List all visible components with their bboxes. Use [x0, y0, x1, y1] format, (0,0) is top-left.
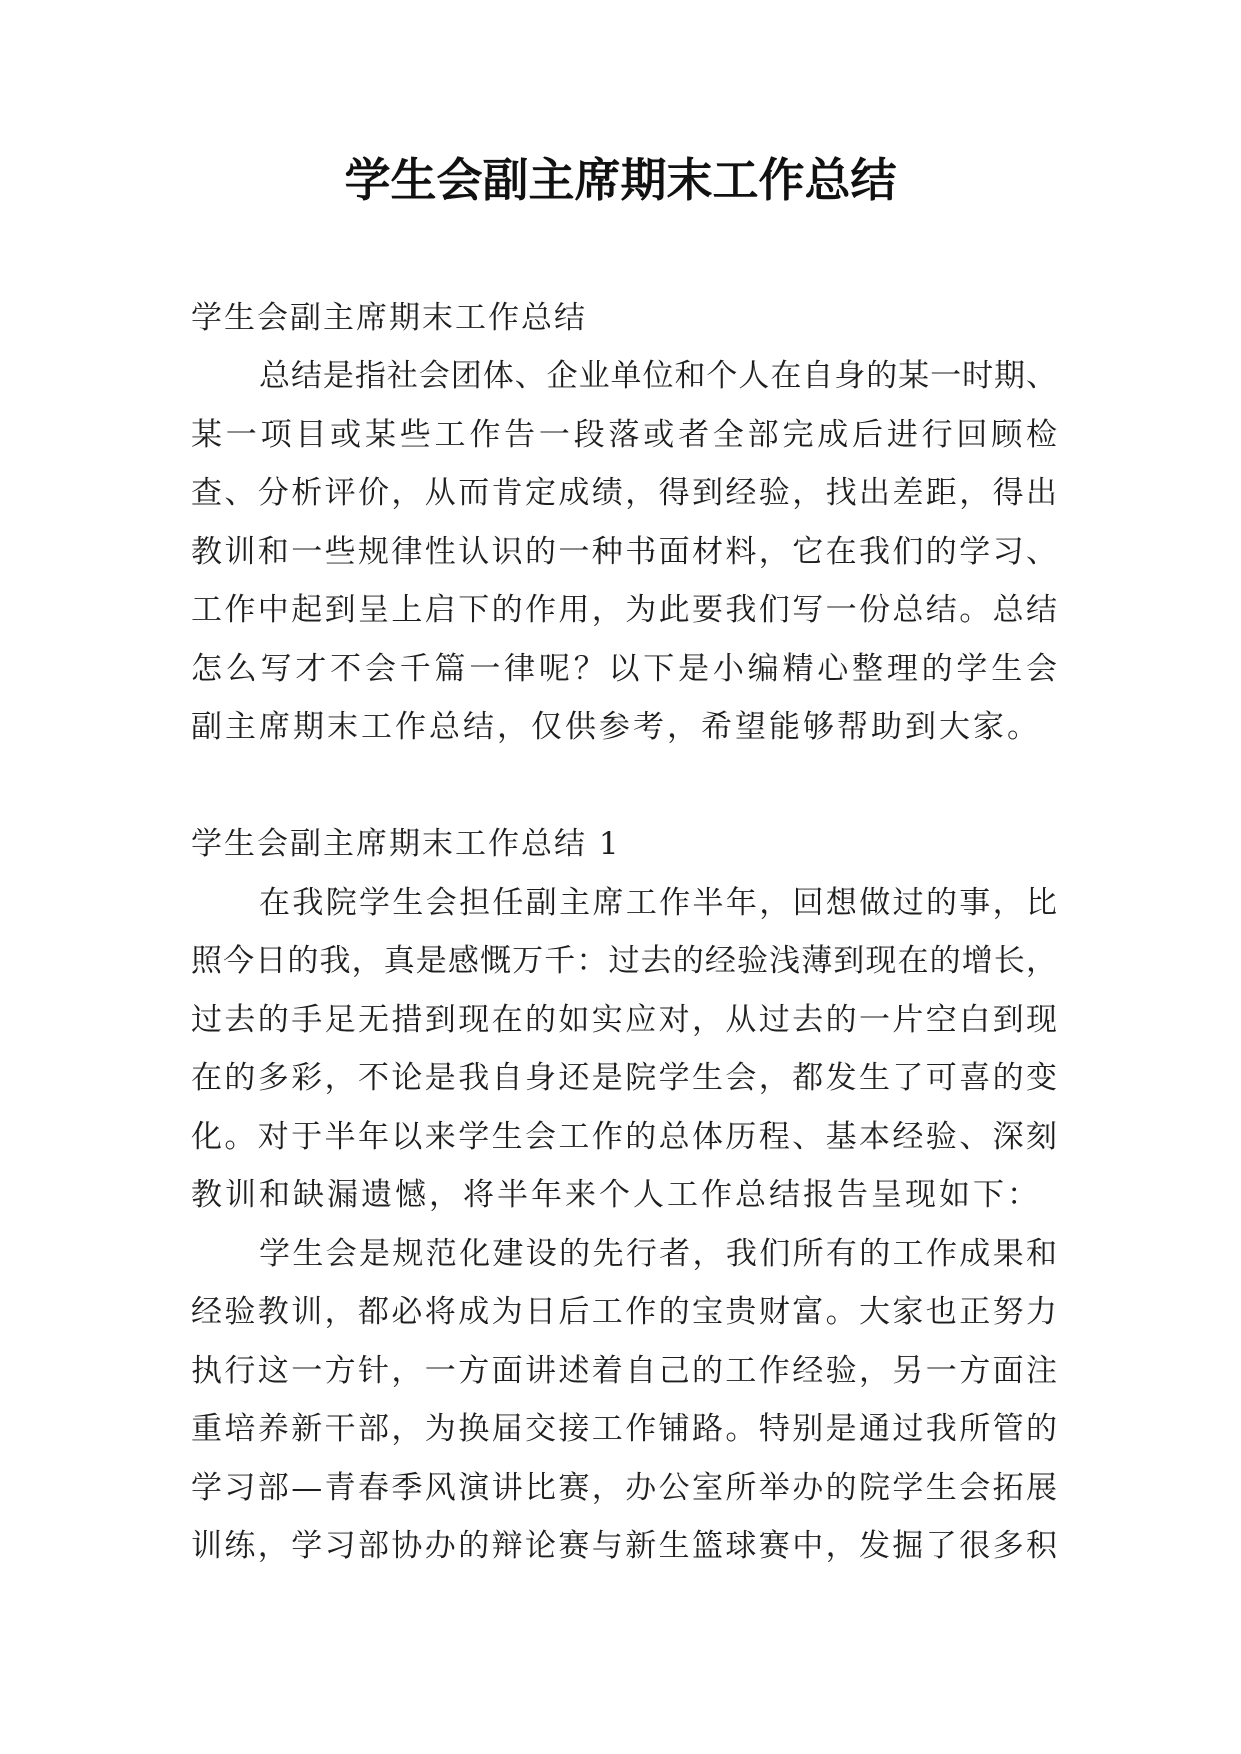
section-heading: 学生会副主席期末工作总结 — [191, 299, 587, 336]
paragraph-line: 在我院学生会担任副主席工作半年，回想做过的事，比 — [259, 884, 1057, 921]
paragraph — [191, 874, 1057, 1225]
paragraph-line: 化。对于半年以来学生会工作的总体历程、基本经验、深刻 — [191, 1118, 1057, 1155]
paragraph-line: 经验教训，都必将成为日后工作的宝贵财富。大家也正努力 — [191, 1294, 1057, 1331]
document-title: 学生会副主席期末工作总结 — [344, 153, 897, 207]
paragraph-line: 过去的手足无措到现在的如实应对，从过去的一片空白到现 — [191, 1001, 1057, 1038]
paragraph-line: 怎么写才不会千篇一律呢？以下是小编精心整理的学生会 — [191, 650, 1057, 687]
paragraph-line: 总结是指社会团体、企业单位和个人在自身的某一时期、 — [259, 358, 1057, 395]
paragraph-line: 学生会是规范化建设的先行者，我们所有的工作成果和 — [259, 1235, 1057, 1272]
paragraph-line: 在的多彩，不论是我自身还是院学生会，都发生了可喜的变 — [191, 1060, 1057, 1097]
section-heading: 学生会副主席期末工作总结 1 — [191, 826, 621, 863]
paragraph-line: 重培养新干部，为换届交接工作铺路。特别是通过我所管的 — [191, 1411, 1057, 1448]
paragraph-line: 某一项目或某些工作告一段落或者全部完成后进行回顾检 — [191, 416, 1057, 453]
paragraph-line: 查、分析评价，从而肯定成绩，得到经验，找出差距，得出 — [191, 475, 1057, 512]
section-intro — [191, 289, 1057, 757]
paragraph-line: 教训和一些规律性认识的一种书面材料，它在我们的学习、 — [191, 533, 1057, 570]
paragraph-line: 工作中起到呈上启下的作用，为此要我们写一份总结。总结 — [191, 592, 1057, 629]
section-summary-1 — [191, 815, 1057, 1576]
paragraph-line: 副主席期末工作总结，仅供参考，希望能够帮助到大家。 — [191, 709, 1041, 746]
paragraph — [191, 1225, 1057, 1576]
paragraph-line: 照今日的我，真是感慨万千：过去的经验浅薄到现在的增长， — [191, 943, 1057, 980]
paragraph-line: 执行这一方针，一方面讲述着自己的工作经验，另一方面注 — [191, 1352, 1057, 1389]
paragraph-line: 训练，学习部协办的辩论赛与新生篮球赛中，发掘了很多积 — [191, 1528, 1057, 1565]
paragraph — [191, 347, 1057, 757]
paragraph-line: 学习部—青春季风演讲比赛，办公室所举办的院学生会拓展 — [191, 1469, 1057, 1506]
paragraph-line: 教训和缺漏遗憾，将半年来个人工作总结报告呈现如下： — [191, 1177, 1041, 1214]
document-body — [191, 289, 1057, 1576]
